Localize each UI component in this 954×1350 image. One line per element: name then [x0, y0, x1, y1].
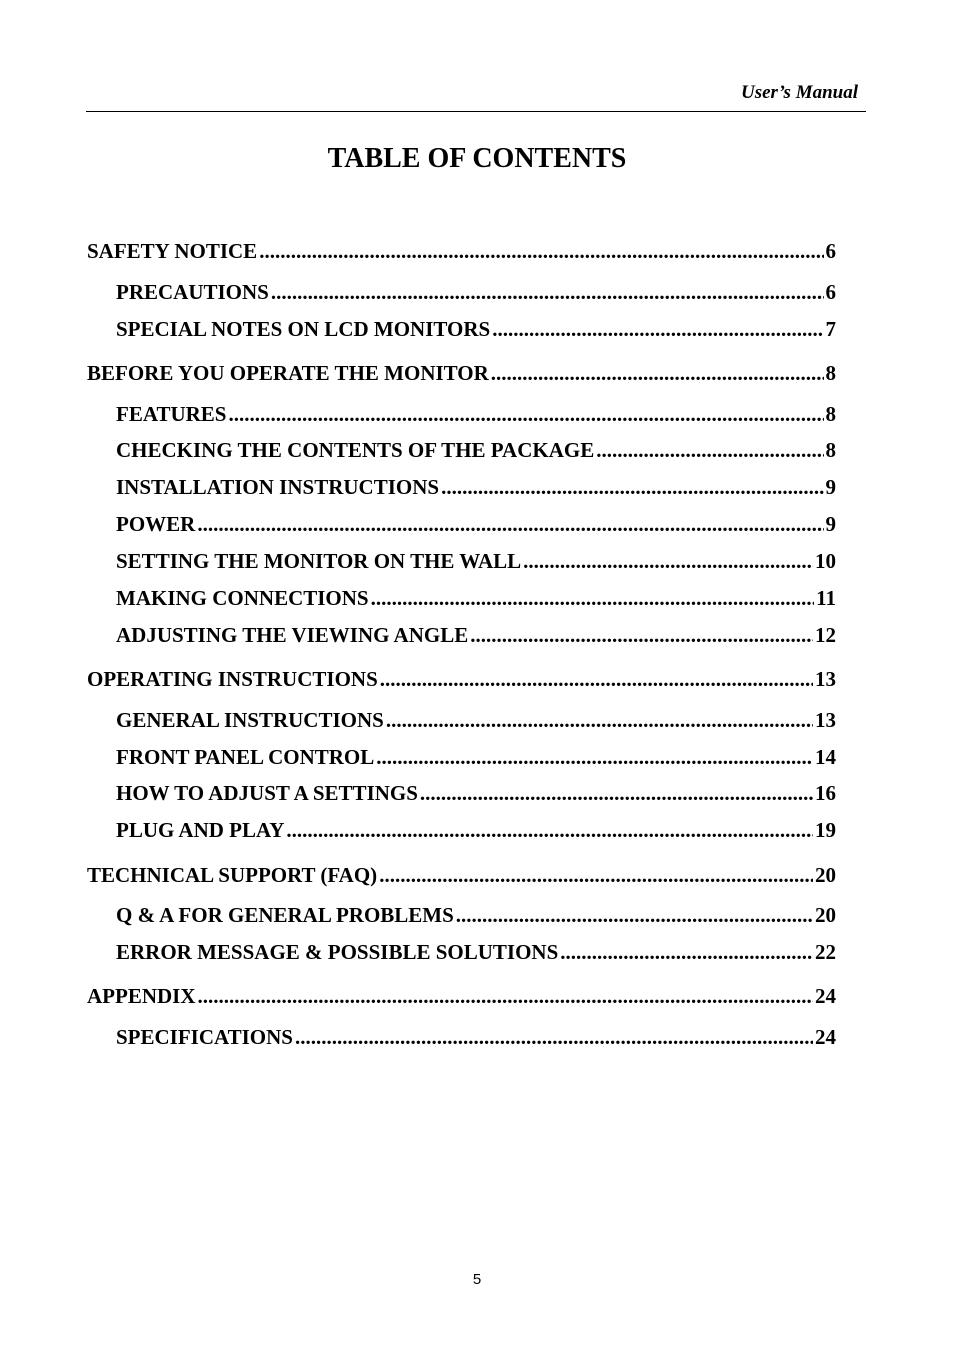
toc-entry-adjust-settings[interactable] [116, 780, 836, 806]
toc-entry-installation[interactable] [116, 474, 836, 500]
toc-leader [560, 939, 813, 965]
toc-entry-precautions[interactable] [116, 279, 836, 305]
toc-leader [491, 360, 824, 386]
toc-leader [379, 862, 813, 888]
toc-entry-operating-instructions[interactable] [87, 666, 836, 692]
toc-entry-page: 8 [825, 402, 836, 426]
toc-entry-page: 8 [825, 438, 836, 462]
toc-entry-connections[interactable] [116, 585, 836, 611]
toc-leader [371, 585, 815, 611]
toc-leader [259, 238, 823, 264]
toc-entry-viewing-angle[interactable] [116, 622, 836, 648]
toc-leader [420, 780, 813, 806]
toc-leader [376, 744, 813, 770]
toc-entry-power[interactable] [116, 511, 836, 537]
toc-entry-label: SPECIFICATIONS [116, 1025, 293, 1049]
toc-entry-page: 8 [825, 361, 836, 385]
toc-entry-checking-contents[interactable] [116, 437, 836, 463]
toc-entry-label: ERROR MESSAGE & POSSIBLE SOLUTIONS [116, 940, 559, 964]
toc-entry-general-problems[interactable] [116, 902, 836, 928]
toc-leader [271, 279, 824, 305]
toc-entry-page: 13 [815, 667, 836, 691]
toc-entry-plug-and-play[interactable] [116, 817, 836, 843]
page-title: TABLE OF CONTENTS [327, 143, 627, 174]
page-number: 5 [472, 1271, 482, 1288]
toc-entry-page: 24 [815, 1025, 836, 1049]
toc-entry-label: HOW TO ADJUST A SETTINGS [116, 781, 418, 805]
toc-entry-page: 13 [815, 708, 836, 732]
toc-entry-label: OPERATING INSTRUCTIONS [87, 667, 378, 691]
toc-entry-label: CHECKING THE CONTENTS OF THE PACKAGE [116, 438, 595, 462]
toc-entry-label: POWER [116, 512, 196, 536]
toc-leader [470, 622, 813, 648]
toc-entry-label: MAKING CONNECTIONS [116, 586, 369, 610]
toc-entry-page: 20 [815, 903, 836, 927]
toc-entry-label: ADJUSTING THE VIEWING ANGLE [116, 623, 469, 647]
running-header: User’s Manual [740, 82, 858, 103]
toc-entry-label: Q & A FOR GENERAL PROBLEMS [116, 903, 454, 927]
toc-leader [456, 902, 813, 928]
toc-entry-error-messages[interactable] [116, 939, 836, 965]
toc-entry-special-notes[interactable] [116, 316, 836, 342]
toc-entry-page: 9 [825, 512, 836, 536]
toc-entry-safety-notice[interactable] [87, 238, 836, 264]
toc-entry-label: GENERAL INSTRUCTIONS [116, 708, 384, 732]
toc-entry-page: 24 [815, 984, 836, 1008]
toc-entry-wall-mount[interactable] [116, 548, 836, 574]
toc-entry-before-you-operate[interactable] [87, 360, 836, 386]
toc-entry-page: 6 [825, 280, 836, 304]
toc-entry-label: TECHNICAL SUPPORT (FAQ) [87, 863, 378, 887]
toc-entry-page: 20 [815, 863, 836, 887]
toc-entry-technical-support[interactable] [87, 862, 836, 888]
toc-leader [198, 983, 814, 1009]
toc-entry-page: 10 [815, 549, 836, 573]
toc-entry-page: 9 [825, 475, 836, 499]
toc-entry-label: FEATURES [116, 402, 227, 426]
toc-entry-page: 6 [825, 239, 836, 263]
toc-entry-page: 11 [816, 586, 836, 610]
toc-leader [596, 437, 823, 463]
toc-leader [197, 511, 823, 537]
toc-entry-features[interactable] [116, 401, 836, 427]
toc-entry-page: 12 [815, 623, 836, 647]
toc-entry-page: 16 [815, 781, 836, 805]
toc-entry-label: APPENDIX [87, 984, 196, 1008]
toc-leader [441, 474, 823, 500]
toc-entry-label: PRECAUTIONS [116, 280, 269, 304]
toc-leader [295, 1024, 813, 1050]
toc-entry-front-panel[interactable] [116, 744, 836, 770]
toc-entry-specifications[interactable] [116, 1024, 836, 1050]
toc-entry-label: SAFETY NOTICE [87, 239, 258, 263]
toc-entry-label: PLUG AND PLAY [116, 818, 285, 842]
toc-entry-page: 7 [825, 317, 836, 341]
toc-entry-general-instructions[interactable] [116, 707, 836, 733]
toc-entry-page: 22 [815, 940, 836, 964]
toc-entry-page: 14 [815, 745, 836, 769]
toc-entry-label: FRONT PANEL CONTROL [116, 745, 375, 769]
toc-entry-label: SPECIAL NOTES ON LCD MONITORS [116, 317, 491, 341]
toc-entry-label: INSTALLATION INSTRUCTIONS [116, 475, 440, 499]
toc-leader [228, 401, 823, 427]
toc-entry-label: SETTING THE MONITOR ON THE WALL [116, 549, 522, 573]
toc-leader [492, 316, 823, 342]
toc-entry-label: BEFORE YOU OPERATE THE MONITOR [87, 361, 489, 385]
toc-leader [523, 548, 813, 574]
toc-leader [286, 817, 813, 843]
toc-entry-page: 19 [815, 818, 836, 842]
toc-leader [386, 707, 813, 733]
toc-entry-appendix[interactable] [87, 983, 836, 1009]
toc-leader [380, 666, 813, 692]
